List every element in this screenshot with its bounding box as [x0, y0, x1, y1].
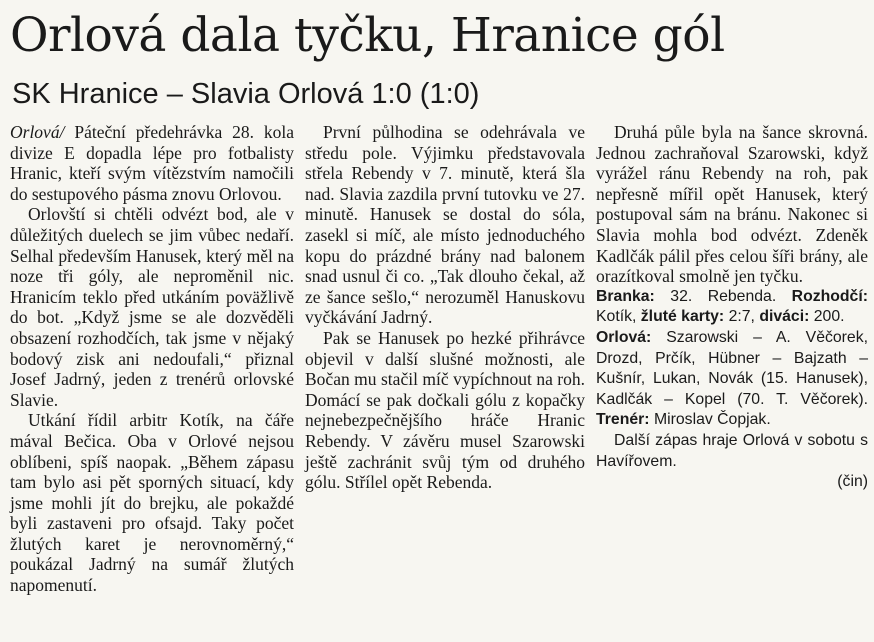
team-label: Orlová: — [596, 328, 652, 346]
paragraph-1 — [10, 122, 294, 204]
match-result-subheadline: SK Hranice – Slavia Orlová 1:0 (1:0) — [12, 78, 480, 110]
cards-label: žluté karty: — [640, 308, 725, 326]
author-signature: (čin) — [837, 473, 868, 491]
article-headline: Orlová dala tyčku, Hranice gól — [10, 8, 725, 63]
article-column-3 — [596, 122, 868, 493]
goal-label: Branka: — [596, 287, 655, 305]
coach-label: Trenér: — [596, 411, 650, 429]
coach-value: Miroslav Čopjak. — [653, 411, 771, 429]
article-column-2 — [305, 122, 585, 493]
lineup-value: Szarowski – A. Věčorek, Drozd, Prčík, Hübner – Bajzath – Kušnír, Lukan, Novák (15. Hanusek), Kadlčák – Kopel (70. T. Věčorek). — [596, 328, 869, 408]
referee-value: Kotík, — [596, 308, 637, 326]
paragraph-6: Druhá půle byla na šance skrovná. Jednou zachraňoval Szarowski, když vyrážel ránu Rebendy na roh, pak nepřesně mířil opět Hanusek, který postupoval sám na bránu. Nakonec si Slavia mohla bod odvézt. Zdeněk Kadlčák pálil přes celou šíři brány, ale orazítkoval smolně jen tyčku. — [596, 122, 868, 287]
paragraph-2: Orlovští si chtěli odvézt bod, ale v důležitých duelech se jim vůbec nedaří. Selhal především Hanusek, který měl na noze tři góly, ale neproměnil nic. Hranicím teklo před utkáním poväžlivě do bot. „Když jsme se ale dozvěděli obsazení rozhodčích, tak jsme v nějaký bodový zisk ani nedoufali,“ přiznal Josef Jadrný, jeden z trenérů orlovské Slavie. — [10, 204, 294, 410]
cards-value: 2:7, — [728, 308, 755, 326]
goal-value: 32. Rebenda. — [670, 287, 777, 305]
spectators-value: 200. — [813, 308, 845, 326]
match-facts — [596, 287, 868, 493]
referee-label: Rozhodčí: — [791, 287, 868, 305]
match-stats — [596, 287, 868, 328]
spectators-label: diváci: — [759, 308, 810, 326]
paragraph-1-text: Páteční předehrávka 28. kola divize E dopadla lépe pro fotbalisty Hranic, kteří svým vítězstvím namočili do sestupového pásma znovu Orlovou. — [10, 122, 294, 204]
paragraph-5: Pak se Hanusek po hezké přihrávce objevil v další slušné možnosti, ale Bočan mu stačil míč vypíchnout na roh. Domácí se pak dočkali gólu z kopačky nejnebezpečnějšího hráče Hranic Rebendy. V závěru musel Szarowski ještě zachránit svůj tým od druhého gólu. Střílel opět Rebenda. — [305, 327, 585, 493]
paragraph-4: První půlhodina se odehrávala ve středu pole. Výjimku představovala střela Rebendy v 7. minutě, která šla nad. Slavia zazdila první tutovku ve 27. minutě. Hanusek se dostal do sóla, zasekl si míč, ale místo jednoduchého kopu do prázdné brány nad balonem snad usnul či co. „Tak dlouho čekal, až ze šance sešlo,“ nerozuměl Hanuskovu vyčkávání Jadrný. — [305, 122, 585, 328]
dateline: Orlová/ — [10, 122, 65, 142]
article-column-1 — [10, 122, 294, 596]
paragraph-3: Utkání řídil arbitr Kotík, na čáře mával Bečica. Oba v Orlové nejsou oblíbeni, spíš naopak. „Během zápasu tam bylo asi pět sporných situací, kdy jsme mohli jít do brejku, ale pokaždé byli zastaveni pro ofsajd. Taky počet žlutých karet je nerovnoměrný,“ poukázal Jadrný na sumář žlutých napomenutí. — [10, 410, 294, 596]
team-lineup — [596, 328, 868, 431]
next-match: Další zápas hraje Orlová v sobotu s Havířovem. — [596, 431, 868, 470]
